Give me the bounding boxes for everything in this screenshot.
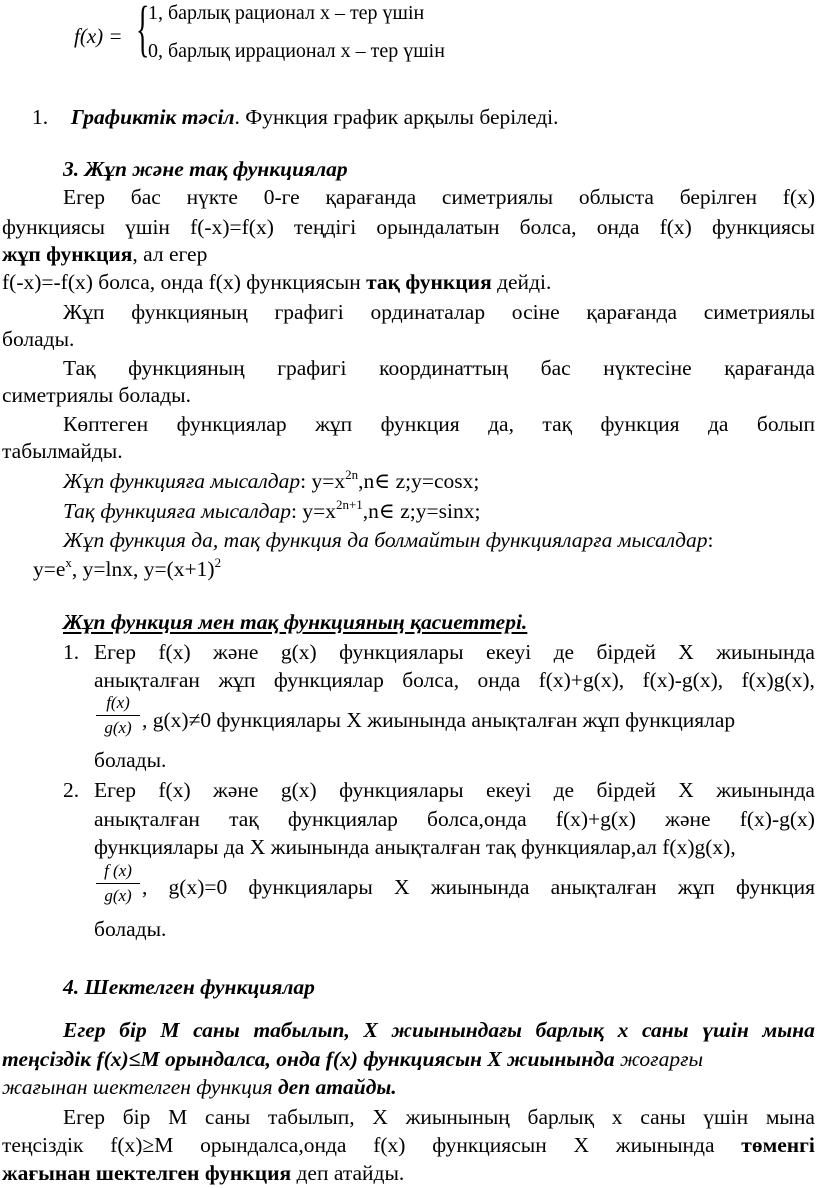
word: үшін [703,1105,749,1129]
word: жұп [677,875,715,899]
word: бас [540,356,571,380]
word: және [665,807,711,831]
word: Х [372,1105,388,1129]
word: функциялары [339,778,464,802]
neither-examples-label: Жұп функция да, тақ функция да болмайтын функцияларға мысалдар [63,528,708,552]
word: және [213,778,259,802]
property-2-fraction-num: f (x) [104,861,132,880]
section-4-heading: 4. Шектелген функциялар [63,975,315,999]
word: функциялары [248,875,373,899]
word: функция [600,412,680,436]
word: жұп [315,412,353,436]
property-1-fraction-num: f(x) [106,693,130,712]
neither-examples [33,555,816,583]
word: f(x) [659,215,692,239]
word: Х [678,640,694,664]
s4-p2-line1 [63,1103,815,1131]
word: жиынының [405,1105,510,1129]
word: мына [765,1105,815,1129]
word: саны [640,1105,686,1129]
word: жиынындағы [391,1018,522,1042]
word: Егер [94,778,136,802]
neither-examples-exp1: x [65,554,72,570]
even-examples-label: Жұп функцияға мысалдар [63,469,301,493]
property-2-number: 2. [63,778,80,802]
word: осіне [511,300,560,324]
word: екеуі [485,778,532,802]
word: f(x) [373,1133,406,1157]
odd-examples-a: : y=x [290,499,336,523]
word: координаттың [379,356,509,380]
word: да, [488,412,514,436]
word: функциялар [287,807,398,831]
neither-examples-colon: : [707,528,714,552]
s3-p4-line1 [63,410,815,438]
property-1-fraction [96,692,140,739]
s4-p1-line2 [2,1045,816,1073]
s4-p2-line3-rest: деп атайды. [291,1161,405,1185]
word: Егер [94,640,136,664]
word: болып [756,412,815,436]
word: болса, [402,668,460,692]
word: g(x) [280,640,317,664]
formula-brace: { [136,0,150,63]
word: симетриялы [703,300,815,324]
word: f(-x)=f(x) [190,215,274,239]
word: g(x) [280,778,317,802]
word: f(x)+g(x), [538,668,625,692]
word: 0-ге [263,185,300,209]
word: бас [130,185,161,209]
even-examples-b: ,n∈ z;y=cosx; [358,469,480,493]
word: жиынында [430,875,530,899]
word: барлық [527,1105,595,1129]
word: жұп [218,668,256,692]
word: f(x) [782,185,815,209]
property-2-line2 [94,805,815,833]
word: функциялар [176,412,287,436]
word: бір [122,1105,151,1129]
word: үшін [125,215,170,239]
s4-p2-line2-bold: төменгі [741,1133,815,1157]
word: саны [204,1105,251,1129]
odd-function-term: тақ функция [366,270,492,294]
s3-p4-line2: табылмайды. [2,439,123,463]
word: барлық [535,1018,604,1042]
odd-examples-b: ,n∈ z;y=sinx; [362,499,481,523]
item-1-text: . Функция график арқылы беріледі. [234,105,559,129]
word: анықталған [94,668,200,692]
s3-p3-line1 [63,354,815,382]
s4-p1-line3 [2,1073,816,1101]
property-2-line3: функциялары да Х жиынында анықталған тақ функциялар,ал f(x)g(x), [94,835,736,859]
word: үшін [702,1018,749,1042]
word: , [142,875,148,899]
word: онда [596,215,640,239]
word: орындалса,онда [200,1133,347,1157]
word: f(x)≥M [110,1133,174,1157]
word: және [213,640,259,664]
word: нүкте [186,185,238,209]
property-1-fraction-bar [96,715,140,716]
even-examples-a: : y=x [300,469,346,493]
word: функциясы [711,215,815,239]
neither-examples-b: , y=lnx, y=(x+1) [71,557,215,581]
neither-examples-exp2: 2 [214,554,222,570]
s3-p2-line1 [63,298,815,326]
word: екеуі [485,640,532,664]
word: функциясын [432,1133,547,1157]
word: f(x)g(x), [741,668,815,692]
word: f(x) [158,778,191,802]
word: де [553,778,575,802]
property-1-line4: болады. [94,748,167,772]
word: анықталған [94,807,200,831]
word: болса,онда [427,807,527,831]
word: облыста [578,185,654,209]
word: функциясы [2,215,105,239]
property-1-number: 1. [63,640,80,664]
word: табылып, [267,1105,355,1129]
bounded-below-term: жағынан шектелген функция [2,1161,292,1185]
word: Егер [63,185,105,209]
item-1 [32,103,816,131]
word: функцияның [131,300,248,324]
word: орындалатын [376,215,500,239]
word: Х [678,778,694,802]
word: Егер [63,1018,106,1042]
word: теңдігі [294,215,357,239]
word: қарағанда [325,185,417,209]
s4-p1-line2-a: теңсіздік f(x)≤M орындалса, онда f(x) функциясын Х жиынында [2,1047,620,1071]
property-2-fraction-bar [96,883,140,884]
s3-p1-line1 [63,183,815,211]
s4-p2-line3 [2,1159,816,1187]
s3-p1-line4-post: дейді. [491,270,552,294]
neither-examples-a: y=e [33,557,66,581]
word: f(x)-g(x) [739,807,815,831]
word: функцияның [128,356,245,380]
s4-p1-line3-b: деп атайды. [277,1075,397,1099]
word: қарағанда [586,300,678,324]
formula-case-2: 0, барлық иррационал х – тер үшін [148,40,445,62]
property-2-fraction-den: g(x) [104,886,132,905]
word: функциялары [339,640,464,664]
property-2-line1 [94,776,815,804]
neither-examples-label-line [63,526,816,554]
word: графигі [274,300,344,324]
word: функциялар [273,668,384,692]
property-1-line3: , g(x)≠0 функциялары Х жиынында анықталған жұп функциялар [142,708,736,732]
word: симетриялы [441,185,554,209]
word: онда [477,668,521,692]
word: Тақ [63,356,96,380]
property-2-line4 [142,873,815,901]
word: Көптеген [63,412,149,436]
section-3-heading: 3. Жұп және тақ функциялар [63,157,348,181]
word: Жұп [63,300,105,324]
odd-examples-label: Тақ функцияға мысалдар [63,499,291,523]
word: g(x)=0 [168,875,228,899]
word: табылып, [253,1018,350,1042]
word: Х [394,875,410,899]
word: жиынында [716,778,815,802]
word: жиынында [716,640,815,664]
word: саны [641,1018,689,1042]
item-1-number: 1. [32,105,49,129]
s4-p1-line1 [63,1016,815,1044]
odd-examples [63,497,816,525]
word: Х [363,1018,378,1042]
s4-p1-line2-b: жоғарғы [619,1047,704,1071]
s3-p1-line4-pre: f(-x)=-f(x) болса, онда f(x) функциясын [2,270,367,294]
odd-examples-exp: 2n+1 [335,496,363,512]
formula-case-1: 1, барлық рационал х – тер үшін [148,2,425,24]
word: саны [193,1018,240,1042]
word: функция [380,412,460,436]
s3-p2-line2: болады. [2,327,75,351]
word: бірдей [596,640,656,664]
word: ординаталар [370,300,486,324]
word: бір [119,1018,147,1042]
even-function-term: жұп функция [2,242,133,266]
word: Егер [63,1105,105,1129]
s3-p1-line3-text: , ал егер [132,242,208,266]
word: Х [573,1133,589,1157]
word: f(x)+g(x) [555,807,636,831]
word: жиынында [615,1133,715,1157]
word: де [553,640,575,664]
word: тақ [229,807,259,831]
s3-p1-line2 [2,213,815,241]
word: нүктесіне [603,356,692,380]
word: да [707,412,729,436]
word: х [611,1105,623,1129]
property-1-line2 [94,666,815,694]
property-1-fraction-den: g(x) [104,718,132,737]
word: теңсіздік [2,1133,84,1157]
s4-p1-line3-a: жағынан шектелген функция [2,1075,278,1099]
word: анықталған [550,875,657,899]
word: қарағанда [724,356,815,380]
word: М [168,1105,188,1129]
s3-p1-line3 [2,240,816,268]
word: х [617,1018,629,1042]
word: f(x)-g(x), [642,668,724,692]
word: болса, [519,215,577,239]
word: берілген [679,185,757,209]
word: функция [735,875,815,899]
even-examples-exp: 2n [345,466,359,482]
formula-lhs: f(x) = [74,24,123,48]
property-2-line5: болады. [94,917,167,941]
s3-p1-line4 [2,268,816,296]
word: тақ [542,412,573,436]
word: графигі [277,356,347,380]
s4-p2-line2 [2,1131,815,1159]
property-2-fraction [96,860,140,907]
word: f(x) [158,640,191,664]
even-examples [63,467,816,495]
property-1-line1 [94,638,815,666]
item-1-term: Графиктік тәсіл [70,105,235,129]
word: бірдей [596,778,656,802]
word: мына [762,1018,815,1042]
word: М [160,1018,180,1042]
s3-p3-line2: симетриялы болады. [2,383,191,407]
properties-heading: Жұп функция мен тақ функцияның қасиеттері. [63,610,528,634]
